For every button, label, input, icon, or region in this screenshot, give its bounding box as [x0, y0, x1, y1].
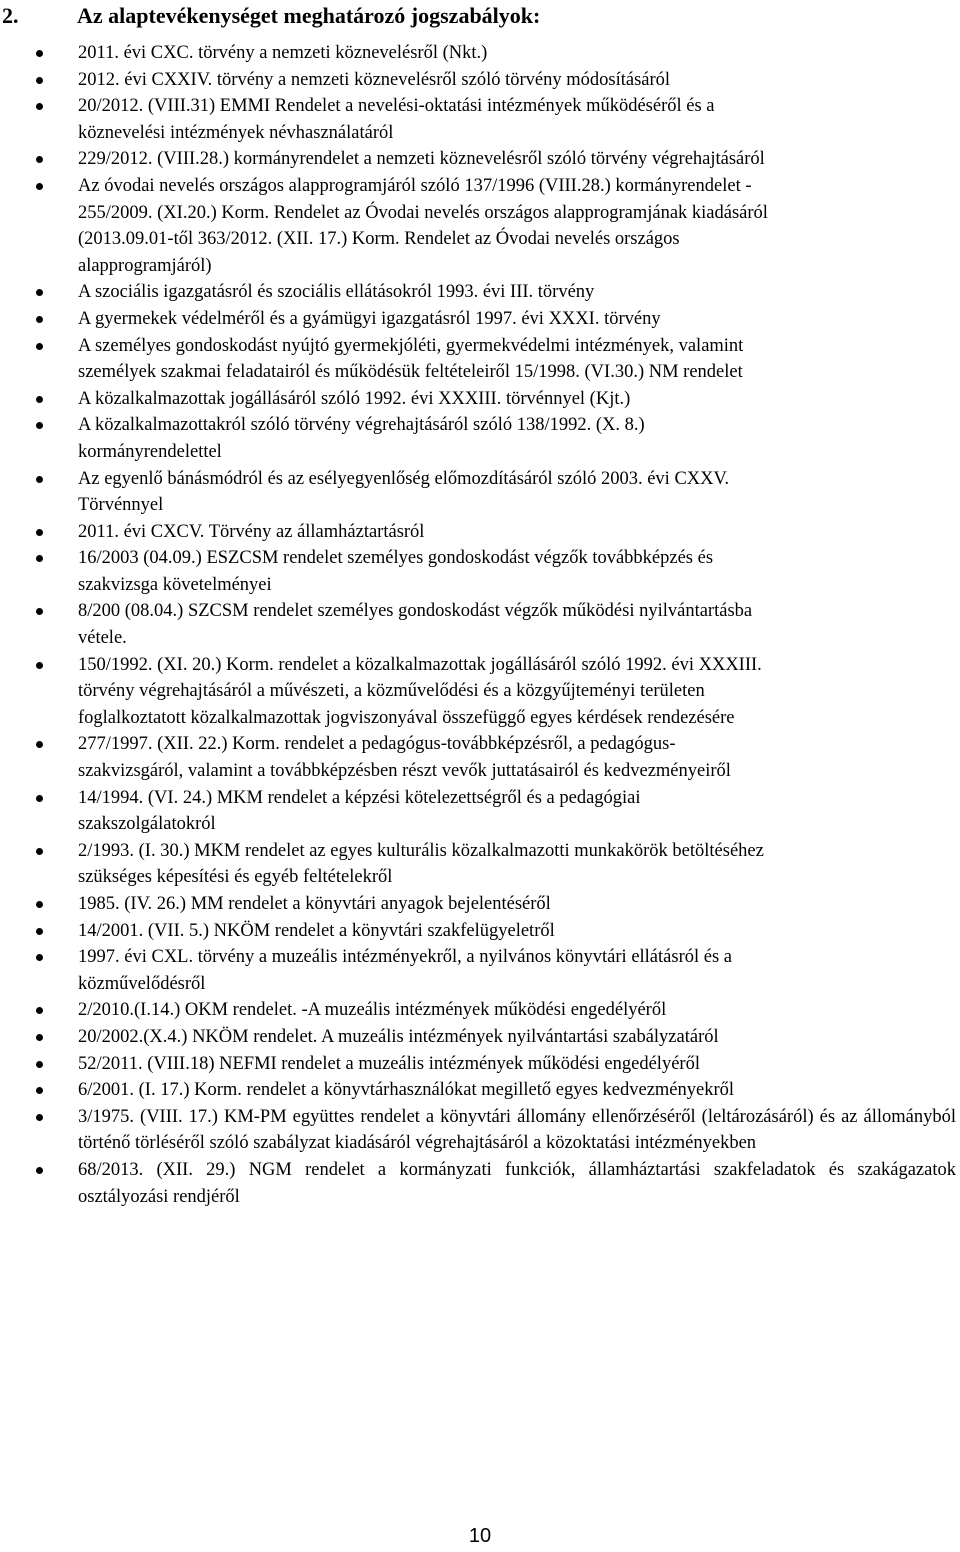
list-item-text: 277/1997. (XII. 22.) Korm. rendelet a pedagógus-továbbképzésről, a pedagógus- szakvizsgáról, valamint a továbbképzésben részt vevők juttatásairól és kedvezményeiről — [78, 734, 731, 782]
bullet-icon — [36, 901, 43, 908]
list-item-text: 20/2002.(X.4.) NKÖM rendelet. A muzeális intézmények nyilvántartási szabályzatáról — [78, 1026, 719, 1047]
list-item-text: 68/2013. (XII. 29.) NGM rendelet a kormányzati funkciók, államháztartási szakfeladatok és szakágazatok osztályozási rendjéről — [78, 1159, 956, 1207]
list-item — [0, 333, 960, 386]
bullet-icon — [36, 396, 43, 403]
list-item-text: 52/2011. (VIII.18) NEFMI rendelet a muzeális intézmények működési engedélyéről — [78, 1053, 700, 1074]
list-item-text: 14/1994. (VI. 24.) MKM rendelet a képzési kötelezettségről és a pedagógiai szakszolgálatokról — [78, 787, 641, 835]
bullet-icon — [36, 77, 43, 84]
list-item-text: 20/2012. (VIII.31) EMMI Rendelet a nevelési-oktatási intézmények működéséről és a köznevelési intézmények névhasználatáról — [78, 96, 715, 143]
list-item-text: 2011. évi CXC. törvény a nemzeti köznevelésről (Nkt.) — [78, 43, 488, 63]
bullet-icon — [36, 1114, 43, 1121]
list-item — [0, 545, 960, 598]
list-item-text: 1997. évi CXL. törvény a muzeális intézményekről, a nyilvános könyvtári ellátásról és a közművelődésről — [78, 947, 732, 994]
list-item — [0, 519, 960, 546]
list-item — [0, 1051, 960, 1078]
list-item — [0, 598, 960, 651]
list-item-text: 2012. évi CXXIV. törvény a nemzeti köznevelésről szóló törvény módosításáról — [78, 69, 671, 90]
list-item — [0, 891, 960, 918]
list-item — [0, 731, 960, 784]
list-item — [0, 838, 960, 891]
section-number: 2. — [2, 3, 19, 28]
list-item-text: 2011. évi CXCV. Törvény az államháztartásról — [78, 521, 425, 542]
page-number: 10 — [468, 1525, 492, 1547]
list-item-text: Az egyenlő bánásmódról és az esélyegyenlőség előmozdításáról szóló 2003. évi CXXV. Törvénnyel — [78, 468, 730, 516]
list-item — [0, 279, 960, 306]
list-item-text: 2/1993. (I. 30.) MKM rendelet az egyes kulturális közalkalmazotti munkakörök betöltéséhez szükséges képesítési és egyéb feltételekről — [78, 840, 764, 888]
bullet-icon — [36, 183, 43, 190]
list-item — [0, 412, 960, 465]
section-heading — [2, 3, 540, 29]
list-item-text: 6/2001. (I. 17.) Korm. rendelet a könyvtárhasználókat megillető egyes kedvezményekről — [78, 1080, 735, 1101]
list-item — [0, 40, 960, 67]
list-item — [0, 306, 960, 333]
bullet-icon — [36, 343, 43, 350]
bullet-icon — [36, 50, 43, 57]
list-item-text: Az óvodai nevelés országos alapprogramjáról szóló 137/1996 (VIII.28.) kormányrendelet - 255/2009. (XI.20.) Korm. Rendelet az Óvodai nevelés országos alapprogramjának kiadásáról (2013.09.01-től 363/2012. (XII. 17.) Korm. Rendelet az Óvodai nevelés országos alapprogramjáról) — [78, 175, 768, 276]
list-item-text: 229/2012. (VIII.28.) kormányrendelet a nemzeti köznevelésről szóló törvény végrehajtásáról — [78, 149, 765, 170]
list-item-text: 150/1992. (XI. 20.) Korm. rendelet a közalkalmazottak jogállásáról szóló 1992. évi XXXIII. törvény végrehajtásáról a művészeti, a közművelődési és a közgyűjteményi területen foglalkoztatott közalkalmazottak jogviszonyával összefüggő egyes kérdések rendezésére — [78, 654, 762, 728]
list-item — [0, 67, 960, 94]
bullet-icon — [36, 103, 43, 110]
list-item — [0, 652, 960, 732]
bullet-icon — [36, 795, 43, 802]
bullet-icon — [36, 1007, 43, 1014]
bullet-icon — [36, 555, 43, 562]
list-item-text: A személyes gondoskodást nyújtó gyermekjóléti, gyermekvédelmi intézmények, valamint személyek szakmai feladatairól és működésük feltételeiről 15/1998. (VI.30.) NM rendelet — [78, 335, 744, 383]
list-item — [0, 1157, 960, 1210]
bullet-icon — [36, 1087, 43, 1094]
regulation-list — [0, 40, 960, 1210]
list-item-text: A gyermekek védelméről és a gyámügyi igazgatásról 1997. évi XXXI. törvény — [78, 308, 661, 329]
list-item — [0, 785, 960, 838]
list-item-text: 3/1975. (VIII. 17.) KM-PM együttes rendelet a könyvtári állomány ellenőrzéséről (leltározásáról) és az állományból történő törléséről szóló szabályzat kiadásáról végrehajtásáról a közoktatási intézményekben — [78, 1106, 956, 1154]
list-item — [0, 1024, 960, 1051]
section-title: Az alaptevékenységet meghatározó jogszabályok: — [77, 3, 541, 28]
bullet-icon — [36, 476, 43, 483]
bullet-icon — [36, 928, 43, 935]
list-item — [0, 466, 960, 519]
list-item — [0, 918, 960, 945]
bullet-icon — [36, 422, 43, 429]
bullet-icon — [36, 289, 43, 296]
bullet-icon — [36, 662, 43, 669]
bullet-icon — [36, 608, 43, 615]
list-item — [0, 386, 960, 413]
list-item-text: 14/2001. (VII. 5.) NKÖM rendelet a könyvtári szakfelügyeletről — [78, 920, 555, 941]
bullet-icon — [36, 316, 43, 323]
list-item-text: A szociális igazgatásról és szociális ellátásokról 1993. évi III. törvény — [78, 282, 595, 303]
list-item-text: 16/2003 (04.09.) ESZCSM rendelet személyes gondoskodást végzők továbbképzés és szakvizsga követelményei — [78, 548, 714, 595]
bullet-icon — [36, 156, 43, 163]
bullet-icon — [36, 1167, 43, 1174]
bullet-icon — [36, 1034, 43, 1041]
list-item-text: 2/2010.(I.14.) OKM rendelet. -A muzeális intézmények működési engedélyéről — [78, 1000, 667, 1021]
list-item — [0, 997, 960, 1024]
bullet-icon — [36, 741, 43, 748]
bullet-icon — [36, 954, 43, 961]
list-item-text: A közalkalmazottakról szóló törvény végrehajtásáról szóló 138/1992. (X. 8.) kormányrendelettel — [78, 415, 645, 462]
list-item — [0, 93, 960, 146]
bullet-icon — [36, 848, 43, 855]
list-item-text: A közalkalmazottak jogállásáról szóló 1992. évi XXXIII. törvénnyel (Kjt.) — [78, 388, 631, 409]
list-item-text: 8/200 (08.04.) SZCSM rendelet személyes gondoskodást végzők működési nyilvántartásba vétele. — [78, 601, 753, 649]
bullet-icon — [36, 1061, 43, 1068]
list-item — [0, 944, 960, 997]
list-item — [0, 1077, 960, 1104]
bullet-icon — [36, 529, 43, 536]
list-item — [0, 146, 960, 173]
list-item-text: 1985. (IV. 26.) MM rendelet a könyvtári anyagok bejelentéséről — [78, 894, 551, 914]
list-item — [0, 173, 960, 279]
list-item — [0, 1104, 960, 1157]
